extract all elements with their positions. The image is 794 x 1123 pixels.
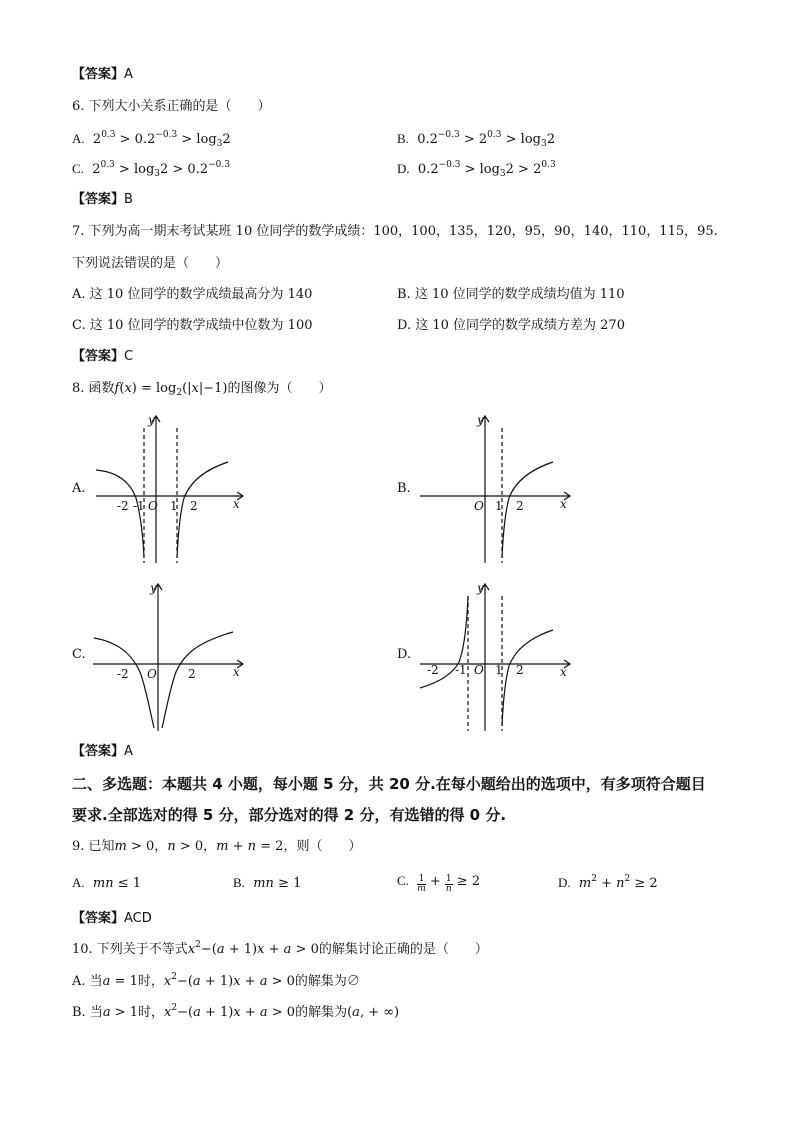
section2-heading-line2: 要求.全部选对的得 5 分，部分选对的得 2 分，有选错的得 0 分. [72, 806, 507, 824]
tick-neg1: -1 [133, 499, 145, 513]
q7-stem-line2: 下列说法错误的是（ ） [72, 256, 229, 271]
q10-option-b: B. 当a > 1时，$x^2-(a + 1)x + a > 0$的解集为(a, + ∞) [72, 1003, 400, 1020]
origin-label: O [474, 499, 484, 513]
q7-option-a: A. 这 10 位同学的数学成绩最高分为 140 [72, 287, 313, 302]
x-label: x [233, 497, 240, 511]
q8-stem [72, 380, 332, 398]
q7-answer [72, 348, 133, 366]
answer-value: A [124, 67, 133, 82]
q9-stem-suffix: ，则（ ） [283, 839, 362, 854]
q9-option-c: C. $\frac{1}{m}$ + $\frac{1}{n}$ ≥ 2 [397, 873, 481, 894]
q8-graph-c [88, 576, 253, 736]
option-text: 时， [137, 974, 164, 989]
q5-answer [72, 66, 133, 84]
tick-2: 2 [190, 499, 198, 513]
q9-option-d: D. $m^2 + n^2 \ge 2$ [558, 874, 658, 891]
q6-option-a: A. $2^{0.3} > 0.2^{-0.3} > \log_32$ [72, 130, 231, 149]
answer-value: ACD [124, 911, 152, 926]
option-label: B. [233, 875, 245, 890]
q10-stem-prefix: 10. 下列关于不等式 [72, 942, 188, 957]
q8-stem-prefix: 8. 函数 [72, 381, 115, 396]
q8-graph-a [88, 408, 253, 568]
option-label: D. [558, 875, 571, 890]
tick-2: 2 [188, 667, 196, 681]
q7-option-c: C. 这 10 位同学的数学成绩中位数为 100 [72, 318, 313, 333]
tick-neg2: -2 [117, 499, 129, 513]
q8-answer [72, 743, 133, 761]
q7-stem-line1: 7. 下列为高一期末考试某班 10 位同学的数学成绩：100，100，135，120，95，90，140，110，115，95. [72, 224, 718, 239]
curve-left [94, 638, 154, 728]
q9-option-a: A. mn ≤ 1 [72, 875, 142, 891]
q6-option-b: B. $0.2^{-0.3} > 2^{0.3} > \log_32$ [397, 130, 555, 149]
q9-stem [72, 838, 361, 856]
option-text: A. 当 [72, 974, 103, 989]
option-label: A. [72, 131, 85, 146]
q8-option-c-label: C. [72, 647, 86, 662]
option-text: 时， [138, 1005, 165, 1020]
q8-graph-b [415, 408, 580, 568]
q6-stem: 6. 下列大小关系正确的是（ ） [72, 99, 271, 114]
q6-option-c: C. $2^{0.3} > \log_32 > 0.2^{-0.3}$ [72, 160, 230, 179]
y-label: y [148, 413, 155, 427]
x-label: x [560, 497, 567, 511]
q8-function-formula: $f(x) = \log_2(|x|-1)$ [114, 381, 228, 398]
tick-1: 1 [170, 499, 178, 513]
tick-2: 2 [516, 663, 524, 677]
tick-neg2: -2 [117, 667, 129, 681]
answer-tag: 【答案】 [72, 911, 125, 926]
q8-graph-d [415, 576, 580, 736]
q7-option-b: B. 这 10 位同学的数学成绩均值为 110 [397, 287, 625, 302]
answer-tag: 【答案】 [72, 192, 125, 207]
q8-option-d-label: D. [397, 647, 412, 662]
q9-answer [72, 910, 152, 928]
x-label: x [560, 665, 567, 679]
q10-stem-suffix: 的解集讨论正确的是（ ） [318, 942, 488, 957]
origin-label: O [474, 663, 484, 677]
q6-answer [72, 191, 133, 209]
option-label: A. [72, 875, 85, 890]
y-label: y [477, 413, 484, 427]
option-label: D. [397, 161, 410, 176]
q8-option-a-label: A. [72, 481, 86, 496]
q9-stem-prefix: 9. 已知 [72, 839, 115, 854]
q10-stem [72, 941, 488, 959]
curve-right [502, 630, 553, 726]
tick-neg1: -1 [455, 663, 467, 677]
tick-neg2: -2 [427, 663, 439, 677]
tick-2: 2 [516, 499, 524, 513]
tick-1: 1 [495, 663, 503, 677]
q6-option-d: D. $0.2^{-0.3} > \log_32 > 2^{0.3}$ [397, 160, 556, 179]
q9-condition: m > 0，n > 0，m + n = 2 [114, 839, 284, 854]
answer-value: A [124, 744, 133, 759]
q8-option-b-label: B. [397, 481, 411, 496]
answer-tag: 【答案】 [72, 744, 125, 759]
curve-left [96, 470, 144, 558]
curve-right [177, 462, 228, 558]
answer-value: C [124, 349, 134, 364]
origin-label: O [147, 667, 157, 681]
option-label: B. [397, 131, 409, 146]
q9-option-b: B. mn ≥ 1 [233, 875, 302, 891]
q10-inequality: $x^2-(a + 1)x + a > 0$ [187, 940, 319, 957]
q10-option-a: A. 当a = 1时，$x^2-(a + 1)x + a > 0$的解集为∅ [72, 972, 360, 989]
origin-label: O [148, 499, 158, 513]
curve-right [162, 632, 233, 728]
curve-right [502, 462, 553, 558]
option-text: 的解集为 [294, 974, 347, 989]
section2-heading-line1: 二、多选题：本题共 4 小题，每小题 5 分，共 20 分.在每小题给出的选项中，有多项符合题目 [72, 775, 706, 793]
option-text: 的解集为 [295, 1005, 348, 1020]
option-label: C. [72, 161, 84, 176]
option-label: C. [397, 873, 409, 888]
y-label: y [150, 581, 157, 595]
option-text: B. 当 [72, 1005, 103, 1020]
tick-1: 1 [495, 499, 503, 513]
answer-tag: 【答案】 [72, 349, 125, 364]
answer-tag: 【答案】 [72, 67, 125, 82]
q7-option-d: D. 这 10 位同学的数学成绩方差为 270 [397, 318, 625, 333]
x-label: x [233, 665, 240, 679]
y-label: y [477, 581, 484, 595]
answer-value: B [124, 192, 133, 207]
q8-stem-suffix: 的图像为（ ） [227, 381, 332, 396]
